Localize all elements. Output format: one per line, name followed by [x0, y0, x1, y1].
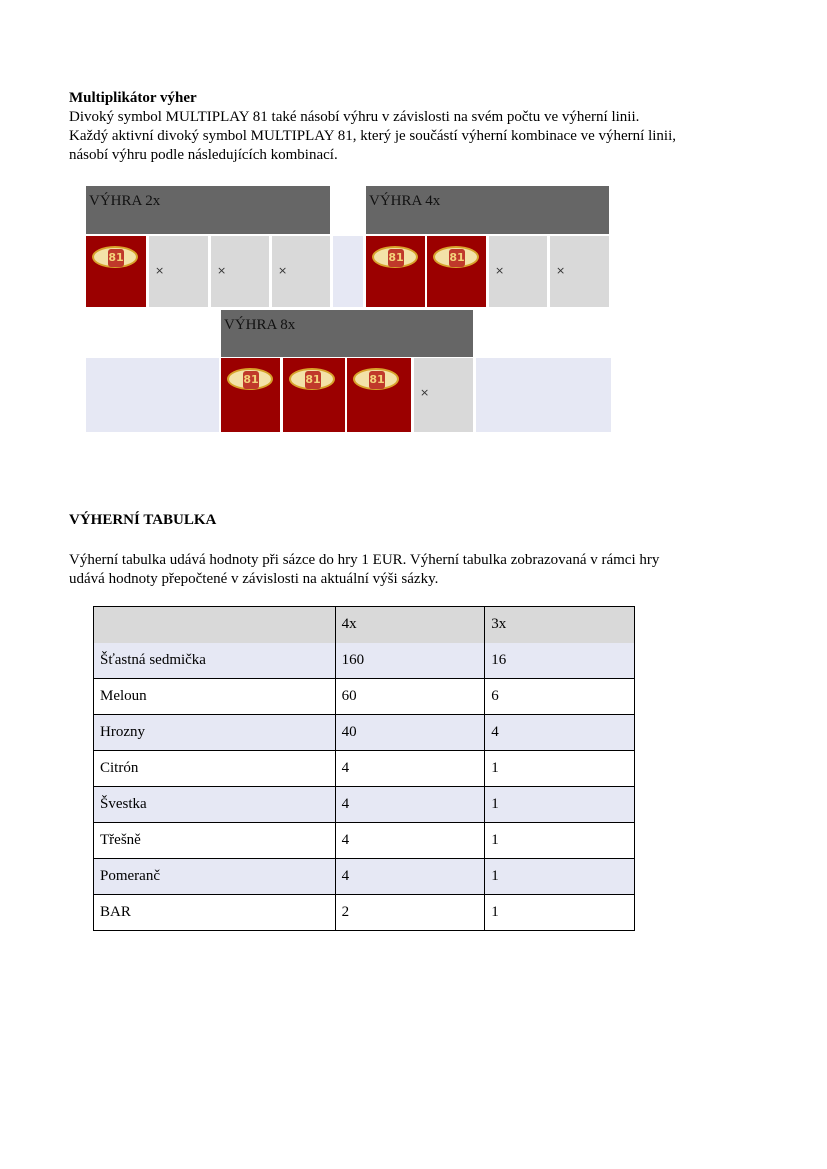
- table-cell: 60: [335, 679, 485, 715]
- table-cell: 40: [335, 715, 485, 751]
- table-cell: 1: [485, 823, 635, 859]
- table-cell: 1: [485, 895, 635, 931]
- multiplay-81-symbol-cell: [366, 236, 425, 307]
- multiplay-81-icon: [433, 246, 479, 268]
- cross-icon: ×: [420, 386, 430, 399]
- table-row: [94, 715, 635, 751]
- paytable-text-line: udává hodnoty přepočtené v závislosti na aktuální výši sázky.: [69, 571, 439, 587]
- table-cell: [94, 607, 336, 643]
- table-cell: 1: [485, 787, 635, 823]
- multiplier-text-line: násobí výhru podle následujících kombinací.: [69, 147, 338, 163]
- win-2x-header: VÝHRA 2x: [86, 186, 330, 234]
- empty-symbol-cell: [272, 236, 330, 307]
- multiplier-heading: Multiplikátor výher: [69, 90, 197, 106]
- multiplay-81-icon: [92, 246, 138, 268]
- win-8x-header: VÝHRA 8x: [221, 310, 473, 357]
- multiplay-81-icon: [353, 368, 399, 390]
- table-cell: 3x: [485, 607, 635, 643]
- table-row: [94, 751, 635, 787]
- table-cell: Pomeranč: [94, 859, 336, 895]
- spacer-cell: [333, 236, 363, 307]
- multiplay-81-symbol-cell: [283, 358, 345, 432]
- table-cell: 1: [485, 751, 635, 787]
- symbol-label: 81: [305, 371, 321, 389]
- table-cell: Hrozny: [94, 715, 336, 751]
- multiplay-81-symbol-cell: [427, 236, 486, 307]
- table-row: [94, 895, 635, 931]
- empty-symbol-cell: [149, 236, 208, 307]
- table-cell: Meloun: [94, 679, 336, 715]
- table-row: [94, 643, 635, 679]
- paytable: [93, 606, 635, 931]
- empty-symbol-cell: [489, 236, 547, 307]
- table-cell: 4: [335, 787, 485, 823]
- cross-icon: ×: [556, 264, 566, 277]
- table-cell: 4: [335, 751, 485, 787]
- cross-icon: ×: [217, 264, 227, 277]
- symbol-label: 81: [108, 249, 124, 267]
- multiplay-81-symbol-cell: [221, 358, 280, 432]
- table-row: [94, 787, 635, 823]
- table-cell: 4: [485, 715, 635, 751]
- table-cell: 4x: [335, 607, 485, 643]
- win-4x-header: VÝHRA 4x: [366, 186, 609, 234]
- table-row: [94, 679, 635, 715]
- cross-icon: ×: [495, 264, 505, 277]
- spacer-cell: [86, 358, 219, 432]
- spacer-cell: [476, 358, 611, 432]
- table-cell: 2: [335, 895, 485, 931]
- cross-icon: ×: [278, 264, 288, 277]
- table-cell: 16: [485, 643, 635, 679]
- cross-icon: ×: [155, 264, 165, 277]
- table-cell: 4: [335, 859, 485, 895]
- multiplay-81-icon: [289, 368, 335, 390]
- multiplay-81-icon: [227, 368, 273, 390]
- table-cell: Švestka: [94, 787, 336, 823]
- paytable-heading: VÝHERNÍ TABULKA: [69, 512, 217, 528]
- table-cell: BAR: [94, 895, 336, 931]
- table-cell: Třešně: [94, 823, 336, 859]
- table-cell: Šťastná sedmička: [94, 643, 336, 679]
- empty-symbol-cell: [414, 358, 473, 432]
- multiplay-81-icon: [372, 246, 418, 268]
- multiplay-81-symbol-cell: [86, 236, 146, 307]
- table-cell: 160: [335, 643, 485, 679]
- table-row: [94, 859, 635, 895]
- table-cell: Citrón: [94, 751, 336, 787]
- table-cell: 6: [485, 679, 635, 715]
- empty-symbol-cell: [211, 236, 269, 307]
- symbol-label: 81: [369, 371, 385, 389]
- multiplier-text-line: Každý aktivní divoký symbol MULTIPLAY 81, který je součástí výherní kombinace ve výherní linii,: [69, 128, 676, 144]
- table-cell: 4: [335, 823, 485, 859]
- table-header-row: [94, 607, 635, 643]
- table-cell: 1: [485, 859, 635, 895]
- multiplay-81-symbol-cell: [347, 358, 411, 432]
- symbol-label: 81: [243, 371, 259, 389]
- paytable-text-line: Výherní tabulka udává hodnoty při sázce do hry 1 EUR. Výherní tabulka zobrazovaná v rámci hry: [69, 552, 660, 568]
- table-row: [94, 823, 635, 859]
- empty-symbol-cell: [550, 236, 609, 307]
- multiplier-text-line: Divoký symbol MULTIPLAY 81 také násobí výhru v závislosti na svém počtu ve výherní linii.: [69, 109, 640, 125]
- symbol-label: 81: [388, 249, 404, 267]
- symbol-label: 81: [449, 249, 465, 267]
